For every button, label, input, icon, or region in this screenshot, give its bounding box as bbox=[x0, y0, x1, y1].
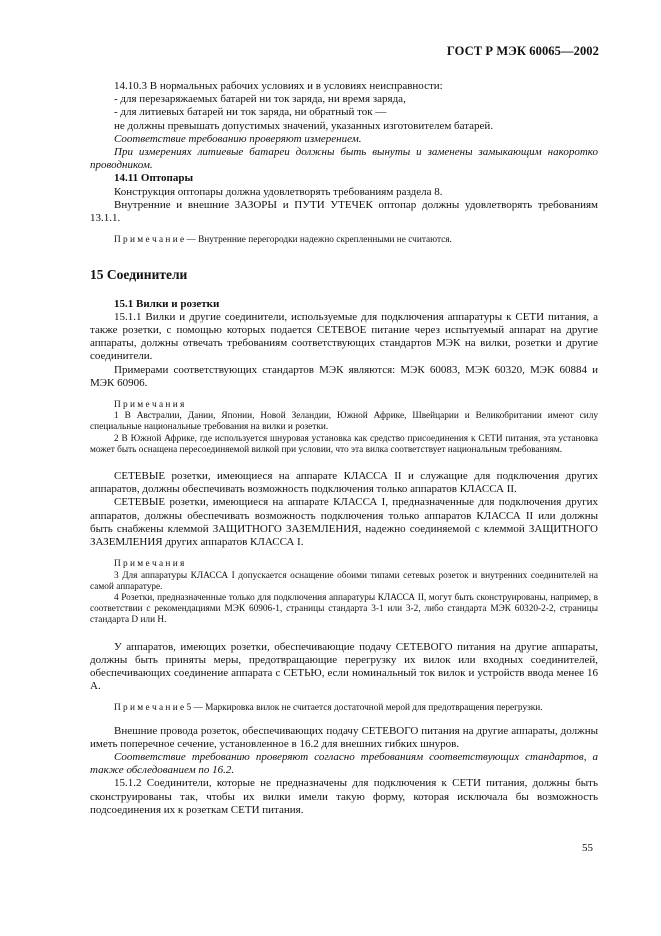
subsection-heading-15-1: 15.1 Вилки и розетки bbox=[114, 297, 220, 310]
clause-15-1-1: 15.1.1 Вилки и другие соединители, используемые для подключения аппаратуры к СЕТИ питания, а также розетки, с помощью которых подается СЕТЕВОЕ питание через испытуемый аппарат на другие аппараты, должны отвечать требованиям соответствующих стандартов МЭК на вилки, розетки и другие соединители. bbox=[90, 310, 598, 363]
paragraph: У аппаратов, имеющих розетки, обеспечивающие подачу СЕТЕВОГО питания на другие аппараты, должны быть приняты меры, предотвращающие перегрузку их вилок или входных соединителей, обеспечивающих соединение аппарата с СЕТЬЮ, если номинальный ток вилок и устройств ввода менее 16 А. bbox=[90, 640, 598, 693]
compliance-text: Соответствие требованию проверяют измерением. bbox=[114, 132, 362, 145]
note-text: — Внутренние перегородки надежно скрепленными не считаются. bbox=[184, 235, 452, 246]
note-text: — Маркировка вилок не считается достаточной мерой для предотвращения перегрузки. bbox=[191, 703, 543, 714]
note-4: 4 Розетки, предназначенные только для подключения аппаратуры КЛАССА II, могут быть сконструированы, например, в соответствии с рекомендациями МЭК 60906-1, страницы стандарта 3-1 или 3-2, либо стандарта МЭК 60320-2-2, страницы стандарта D или H. bbox=[90, 592, 598, 626]
paragraph: Примерами соответствующих стандартов МЭК являются: МЭК 60083, МЭК 60320, МЭК 60884 и МЭК 60906. bbox=[90, 363, 598, 389]
clause-14-10-3: 14.10.3 В нормальных рабочих условиях и в условиях неисправности: bbox=[114, 80, 443, 92]
note-label: П р и м е ч а н и е bbox=[114, 235, 185, 246]
list-item: - для перезаряжаемых батарей ни ток заряда, ни время заряда, bbox=[114, 93, 406, 106]
paragraph: СЕТЕВЫЕ розетки, имеющиеся на аппарате КЛАССА I, предназначенные для подключения других аппаратов, должны обеспечивать возможность подключения только аппаратов КЛАССА II или должны быть снабжены клеммой ЗАЩИТНОГО ЗАЗЕМЛЕНИЯ, надежно соединяемой с клеммой ЗАЩИТНОГО ЗАЗЕМЛЕНИЯ других аппаратов КЛАССА I. bbox=[90, 496, 598, 549]
paragraph: не должны превышать допустимых значений, указанных изготовителем батарей. bbox=[114, 119, 494, 132]
note-3: 3 Для аппаратуры КЛАССА I допускается оснащение обоими типами сетевых розеток и внутренних соединителей на самой аппаратуре. bbox=[90, 570, 598, 592]
paragraph: СЕТЕВЫЕ розетки, имеющиеся на аппарате КЛАССА II и служащие для подключения других аппаратов, должны обеспечивать возможность подключения только аппаратов КЛАССА II. bbox=[90, 470, 598, 496]
subsection-heading-14-11: 14.11 Оптопары bbox=[114, 172, 194, 185]
paragraph: Внешние провода розеток, обеспечивающих подачу СЕТЕВОГО питания на другие аппараты, должны иметь поперечное сечение, установленное в 16.2 для внешних гибких шнуров. bbox=[90, 724, 598, 750]
note-label: П р и м е ч а н и е 5 bbox=[114, 703, 192, 714]
clause-15-1-2: 15.1.2 Соединители, которые не предназначены для подключения к СЕТИ питания, должны быть сконструированы так, чтобы их вилки имели такую форму, которая исключала бы возможность подсоединения их к розеткам СЕТИ питания. bbox=[90, 777, 598, 816]
note-2: 2 В Южной Африке, где используется шнуровая установка как средство присоединения к СЕТИ питания, эта установка может быть оснащена пересоединяемой вилкой при условии, что эта вилка соответствует национальным требованиям. bbox=[90, 433, 598, 455]
standard-header: ГОСТ Р МЭК 60065—2002 bbox=[446, 44, 599, 58]
page-content bbox=[90, 80, 598, 817]
notes-label: П р и м е ч а н и я bbox=[114, 400, 185, 411]
note-1: 1 В Австралии, Дании, Японии, Новой Зеландии, Южной Африке, Швейцарии и Великобритании имеют силу специальные национальные требования на вилки и розетки. bbox=[90, 411, 598, 433]
section-heading-15: 15 Соединители bbox=[90, 267, 188, 283]
list-item: - для литиевых батарей ни ток заряда, ни обратный ток — bbox=[114, 106, 387, 119]
note-5 bbox=[90, 703, 598, 714]
notes-label: П р и м е ч а н и я bbox=[114, 559, 185, 570]
note bbox=[90, 235, 598, 246]
paragraph: Внутренние и внешние ЗАЗОРЫ и ПУТИ УТЕЧЕК оптопар должны удовлетворять требованиям 13.1.1. bbox=[90, 198, 598, 225]
compliance-text: При измерениях литиевые батареи должны быть вынуты и заменены замыкающим накоротко проводником. bbox=[90, 146, 598, 172]
page-number: 55 bbox=[582, 842, 593, 854]
paragraph: Конструкция оптопары должна удовлетворять требованиям раздела 8. bbox=[114, 185, 443, 198]
compliance-text: Соответствие требованию проверяют согласно требованиям соответствующих стандартов, а также обследованием по 16.2. bbox=[90, 750, 598, 777]
